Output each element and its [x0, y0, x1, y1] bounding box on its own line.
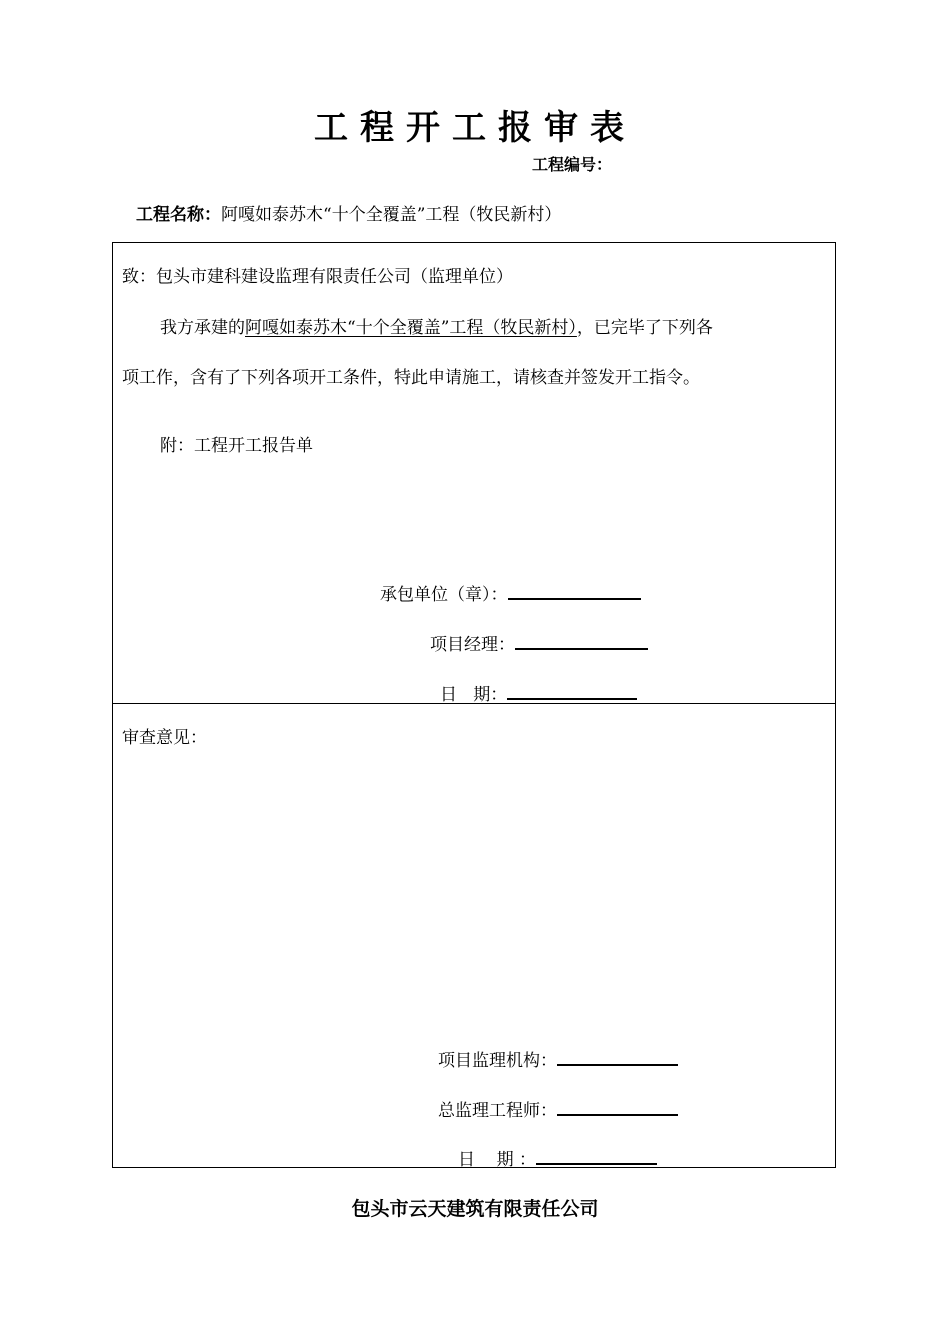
supervision-org-label: 项目监理机构： — [438, 1051, 557, 1071]
attachment-line: 附：工程开工报告单 — [160, 436, 313, 456]
company-footer: 包头市云天建筑有限责任公司 — [351, 1198, 599, 1220]
contractor-signature-line — [380, 580, 641, 605]
manager-label: 项目经理： — [430, 635, 515, 655]
supervision-org-blank[interactable] — [557, 1046, 678, 1066]
chief-engineer-line — [438, 1096, 678, 1121]
project-name-line — [136, 200, 561, 225]
review-date-blank[interactable] — [536, 1145, 657, 1165]
manager-signature-line — [430, 630, 648, 655]
application-date-blank[interactable] — [507, 680, 637, 700]
review-opinion-label: 审查意见： — [122, 728, 207, 748]
project-number-label: 工程编号： — [532, 155, 613, 174]
contractor-label: 承包单位（章）： — [380, 585, 508, 605]
chief-engineer-blank[interactable] — [557, 1096, 678, 1116]
application-paragraph-line1 — [160, 313, 713, 338]
addressee-line: 致：包头市建科建设监理有限责任公司（监理单位） — [122, 267, 513, 287]
paragraph-suffix: ，已完毕了下列各 — [576, 318, 713, 338]
application-date-label: 日 期： — [440, 685, 508, 705]
contractor-blank[interactable] — [508, 580, 641, 600]
chief-engineer-label: 总监理工程师： — [438, 1101, 557, 1121]
manager-blank[interactable] — [515, 630, 648, 650]
paragraph-project-name: 阿嘎如泰苏木“十个全覆盖”工程（牧民新村） — [245, 318, 577, 338]
review-date-line — [458, 1145, 657, 1170]
review-date-label: 日 期 ： — [458, 1150, 537, 1170]
application-date-line — [440, 680, 637, 705]
project-name-value: 阿嘎如泰苏木“十个全覆盖”工程（牧民新村） — [221, 205, 562, 225]
application-paragraph-line2: 项工作，含有了下列各项开工条件，特此申请施工，请核查并签发开工指令。 — [122, 368, 700, 388]
supervision-org-line — [438, 1046, 678, 1071]
paragraph-prefix: 我方承建的 — [160, 318, 245, 338]
project-name-label: 工程名称： — [136, 205, 221, 225]
page-title: 工程开工报审表 — [314, 108, 636, 148]
